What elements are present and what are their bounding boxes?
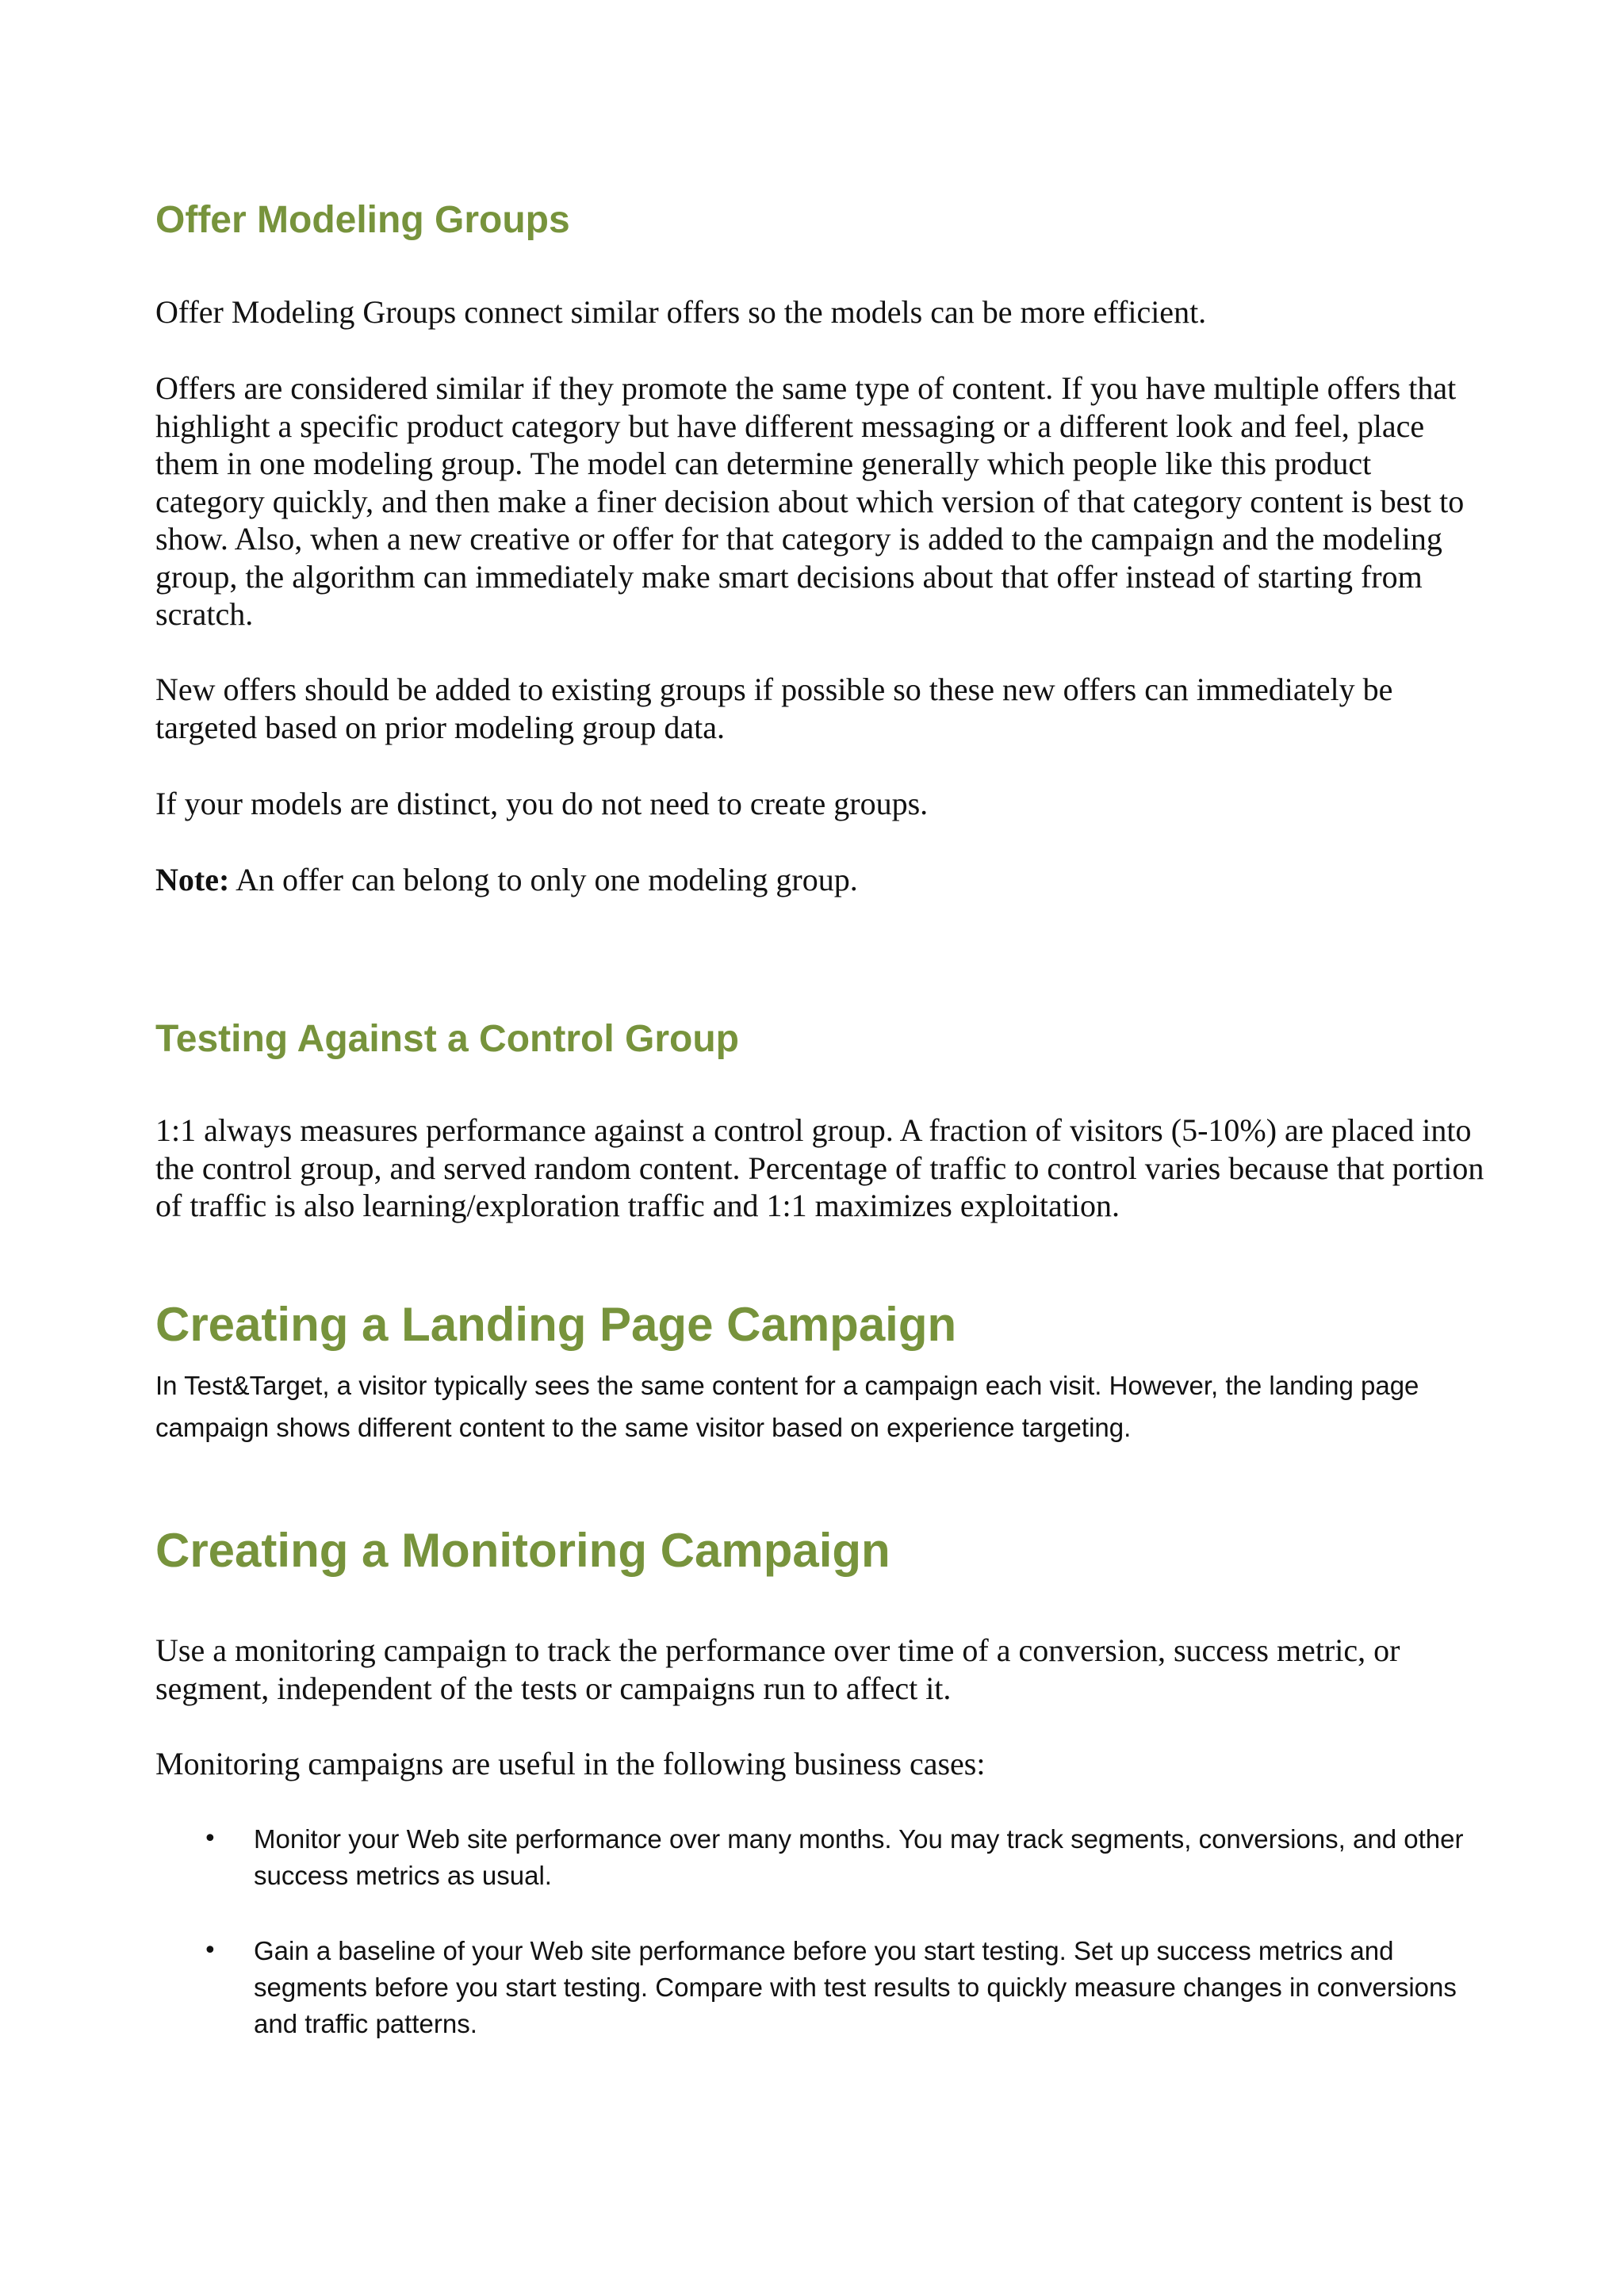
paragraph-distinct-models: If your models are distinct, you do not need to create groups. xyxy=(155,786,929,821)
paragraph-control-group: 1:1 always measures performance against a control group. A fraction of visitors (5-10%) are placed into the control group, and served random content. Percentage of traffic to control varies because that portion of traffic is also learning/exploration traffic and 1:1 maximizes exploitation. xyxy=(155,1112,1484,1223)
paragraph-offer-modeling-intro: Offer Modeling Groups connect similar offers so the models can be more efficient. xyxy=(155,294,1207,330)
heading-monitoring-campaign: Creating a Monitoring Campaign xyxy=(155,1524,891,1577)
paragraph-new-offers: New offers should be added to existing groups if possible so these new offers can immediately be targeted based on prior modeling group data. xyxy=(155,672,1393,745)
heading-landing-page-campaign: Creating a Landing Page Campaign xyxy=(155,1298,957,1351)
paragraph-business-cases: Monitoring campaigns are useful in the following business cases: xyxy=(155,1746,986,1781)
paragraph-monitoring-intro: Use a monitoring campaign to track the performance over time of a conversion, success metric, or segment, independent of the tests or campaigns run to affect it. xyxy=(155,1632,1400,1706)
list-item-text: Gain a baseline of your Web site performance before you start testing. Set up success metrics and segments before you start testing. Compare with test results to quickly measure changes in conversions and traffic patterns. xyxy=(254,1936,1457,2038)
bullet-icon: • xyxy=(203,1937,217,1965)
list-item-text: Monitor your Web site performance over many months. You may track segments, conversions, and other success metrics as usual. xyxy=(254,1824,1464,1890)
note-label: Note: xyxy=(155,862,230,897)
paragraph-note xyxy=(155,861,1488,899)
heading-testing-control-group: Testing Against a Control Group xyxy=(155,1018,739,1060)
heading-offer-modeling-groups: Offer Modeling Groups xyxy=(155,199,570,241)
paragraph-landing-page: In Test&Target, a visitor typically sees the same content for a campaign each visit. However, the landing page campaign shows different content to the same visitor based on experience targeting. xyxy=(155,1371,1419,1442)
bullet-icon: • xyxy=(203,1825,217,1853)
paragraph-offer-similarity: Offers are considered similar if they promote the same type of content. If you have multiple offers that highlight a specific product category but have different messaging or a different look and feel, place them in one modeling group. The model can determine generally which people like this product category quickly, and then make a finer decision about which version of that category content is best to show. Also, when a new creative or offer for that category is added to the campaign and the modeling group, the algorithm can immediately make smart decisions about that offer instead of starting from scratch. xyxy=(155,370,1465,632)
note-text: An offer can belong to only one modeling group. xyxy=(229,862,858,897)
